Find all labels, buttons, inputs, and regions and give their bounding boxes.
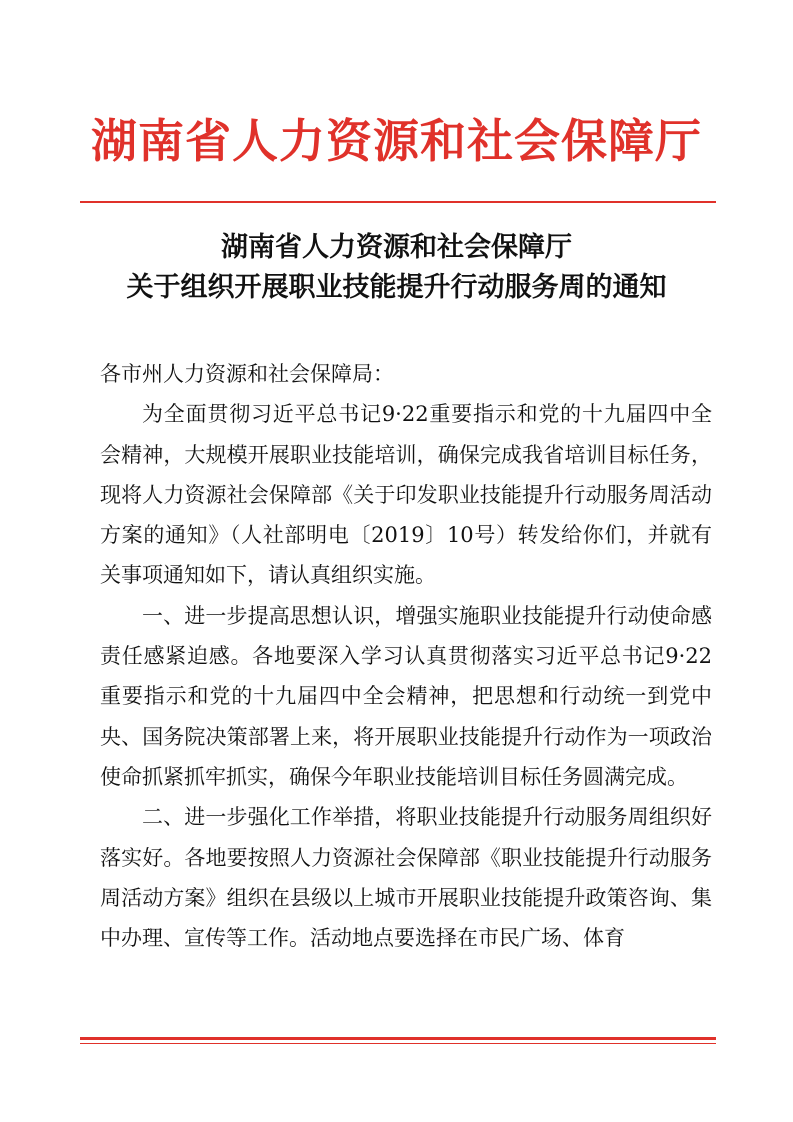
salutation: 各市州人力资源和社会保障局： [100,362,394,386]
footer-divider-thick [80,1037,716,1040]
paragraph-section-1: 一、进一步提高思想认识，增强实施职业技能提升行动使命感责任感紧迫感。各地要深入学习认真贯彻落实习近平总书记9·22重要指示和党的十九届四中全会精神，把思想和行动统一到党中央、国务院决策部署上来，将开展职业技能提升行动作为一项政治使命抓紧抓牢抓实，确保今年职业技能培训目标任务圆满完成。 [100,603,712,789]
document-body [100,354,712,958]
agency-name: 湖南省人力资源和社会保障厅 [91,114,702,168]
footer-divider-thin [80,1043,716,1044]
paragraph-intro: 为全面贯彻习近平总书记9·22重要指示和党的十九届四中全会精神，大规模开展职业技能培训，确保完成我省培训目标任务，现将人力资源社会保障部《关于印发职业技能提升行动服务周活动方案的通知》（人社部明电〔2019〕10号）转发给你们，并就有关事项通知如下，请认真组织实施。 [100,402,712,588]
letterhead-divider [80,201,716,203]
document-title-line-1: 湖南省人力资源和社会保障厅 [221,232,572,263]
paragraph-section-2: 二、进一步强化工作举措，将职业技能提升行动服务周组织好落实好。各地要按照人力资源社会保障部《职业技能提升行动服务周活动方案》组织在县级以上城市开展职业技能提升政策咨询、集中办理、宣传等工作。活动地点要选择在市民广场、体育 [100,805,712,951]
document-title [0,228,793,308]
document-title-line-2: 关于组织开展职业技能提升行动服务周的通知 [126,272,667,303]
letterhead [0,114,793,168]
